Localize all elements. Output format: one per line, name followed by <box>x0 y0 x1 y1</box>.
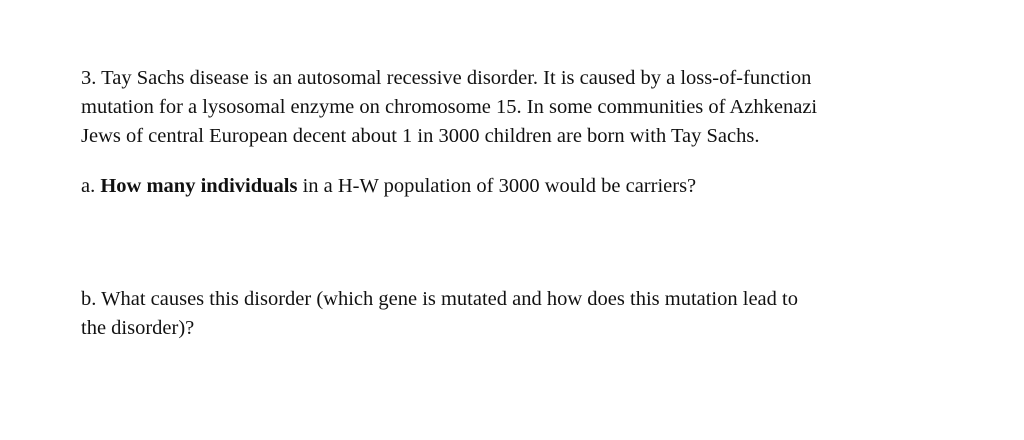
question-part-a <box>81 172 1001 201</box>
document-page <box>81 64 1001 343</box>
intro-line: mutation for a lysosomal enzyme on chromosome 15. In some communities of Azhkenazi <box>81 96 818 118</box>
question-intro <box>81 64 1001 151</box>
intro-line: 3. Tay Sachs disease is an autosomal recessive disorder. It is caused by a loss-of-function <box>81 67 812 89</box>
part-a-emphasis: How many individuals <box>100 175 298 197</box>
part-a-rest: in a H-W population of 3000 would be carriers? <box>297 175 697 197</box>
intro-line: Jews of central European decent about 1 in 3000 children are born with Tay Sachs. <box>81 125 760 147</box>
part-b-line: the disorder)? <box>81 317 195 339</box>
part-a-prefix: a. <box>81 175 101 197</box>
question-part-b <box>81 285 1001 343</box>
part-a-line <box>81 172 1001 201</box>
part-b-line: b. What causes this disorder (which gene is mutated and how does this mutation lead to <box>81 288 798 310</box>
